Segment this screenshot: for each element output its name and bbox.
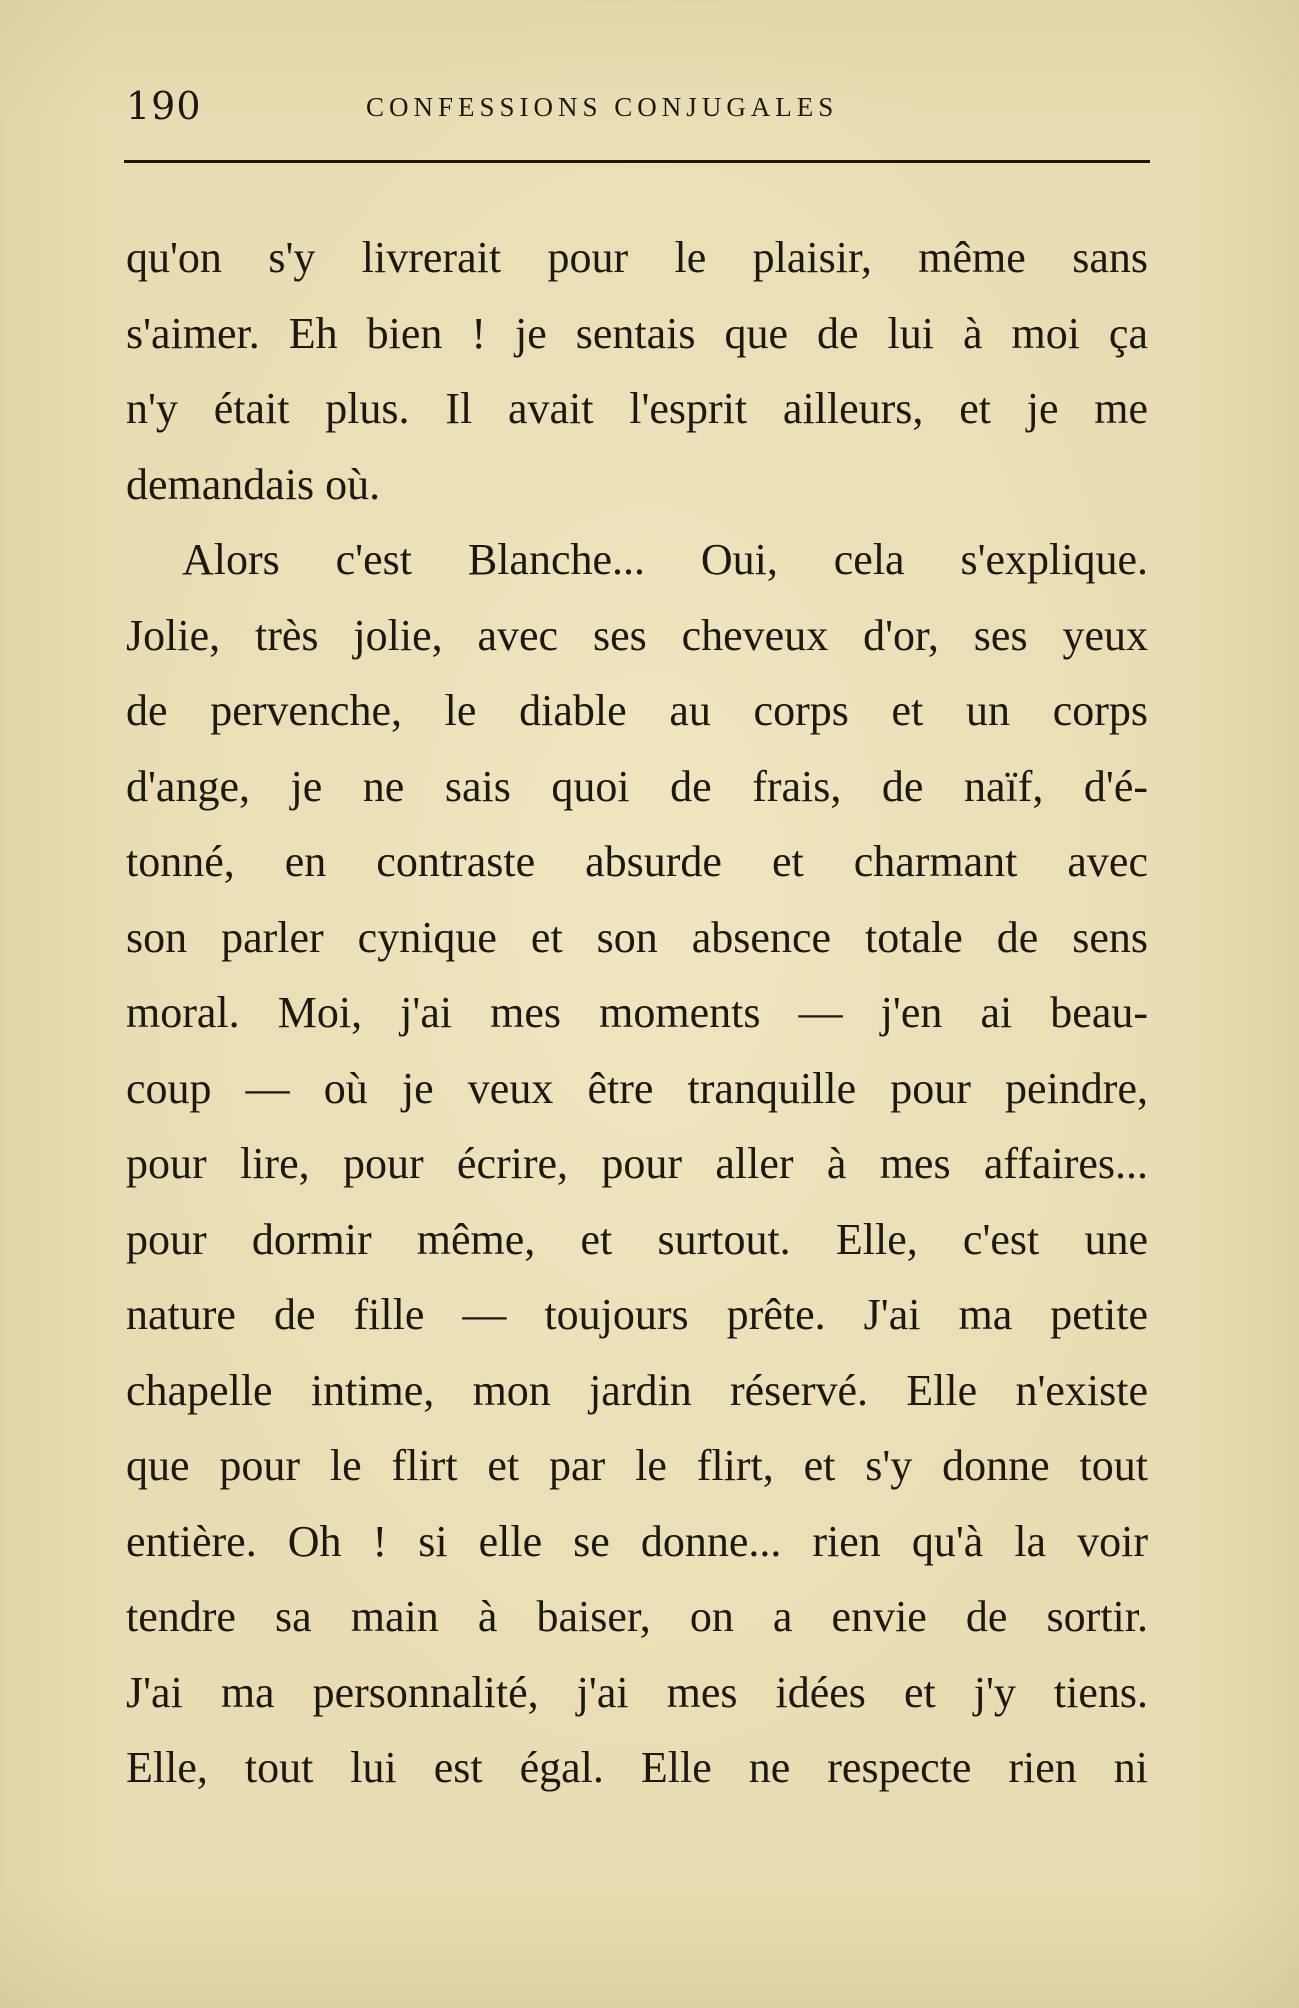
text-line: s'aimer. Eh bien ! je sentais que de lui à moi ça (126, 308, 1148, 358)
text-line: de pervenche, le diable au corps et un corps (126, 686, 1148, 735)
text-line: tonné, en contraste absurde et charmant avec (126, 837, 1148, 886)
running-title: CONFESSIONS CONJUGALES (366, 92, 839, 122)
body-text (126, 220, 1148, 1806)
text-line: Alors c'est Blanche... Oui, cela s'explique. (182, 535, 1148, 584)
text-line: n'y était plus. Il avait l'esprit ailleurs, et je me (126, 384, 1148, 433)
text-line: Jolie, très jolie, avec ses cheveux d'or, ses yeux (126, 610, 1148, 660)
text-line: chapelle intime, mon jardin réservé. Elle n'existe (126, 1365, 1148, 1415)
text-line: pour dormir même, et surtout. Elle, c'est une (126, 1214, 1148, 1264)
header-rule (124, 160, 1150, 163)
text-line: son parler cynique et son absence totale de sens (126, 912, 1148, 962)
text-line: Elle, tout lui est égal. Elle ne respecte rien ni (126, 1743, 1148, 1792)
text-line: coup — où je veux être tranquille pour peindre, (126, 1063, 1148, 1113)
text-line: nature de fille — toujours prête. J'ai ma petite (126, 1290, 1148, 1339)
running-head (126, 84, 1148, 134)
text-line: tendre sa main à baiser, on a envie de sortir. (126, 1592, 1148, 1641)
page-number: 190 (126, 84, 202, 128)
text-line: entière. Oh ! si elle se donne... rien qu'à la voir (126, 1516, 1148, 1566)
text-line: demandais où. (126, 459, 381, 509)
text-line: J'ai ma personnalité, j'ai mes idées et j'y tiens. (126, 1667, 1148, 1717)
text-line: d'ange, je ne sais quoi de frais, de naïf, d'é- (126, 761, 1148, 811)
text-line: moral. Moi, j'ai mes moments — j'en ai beau- (126, 988, 1148, 1037)
text-line: pour lire, pour écrire, pour aller à mes affaires... (126, 1139, 1148, 1188)
text-line: que pour le flirt et par le flirt, et s'y donne tout (126, 1441, 1148, 1490)
text-line: qu'on s'y livrerait pour le plaisir, même sans (126, 233, 1148, 282)
